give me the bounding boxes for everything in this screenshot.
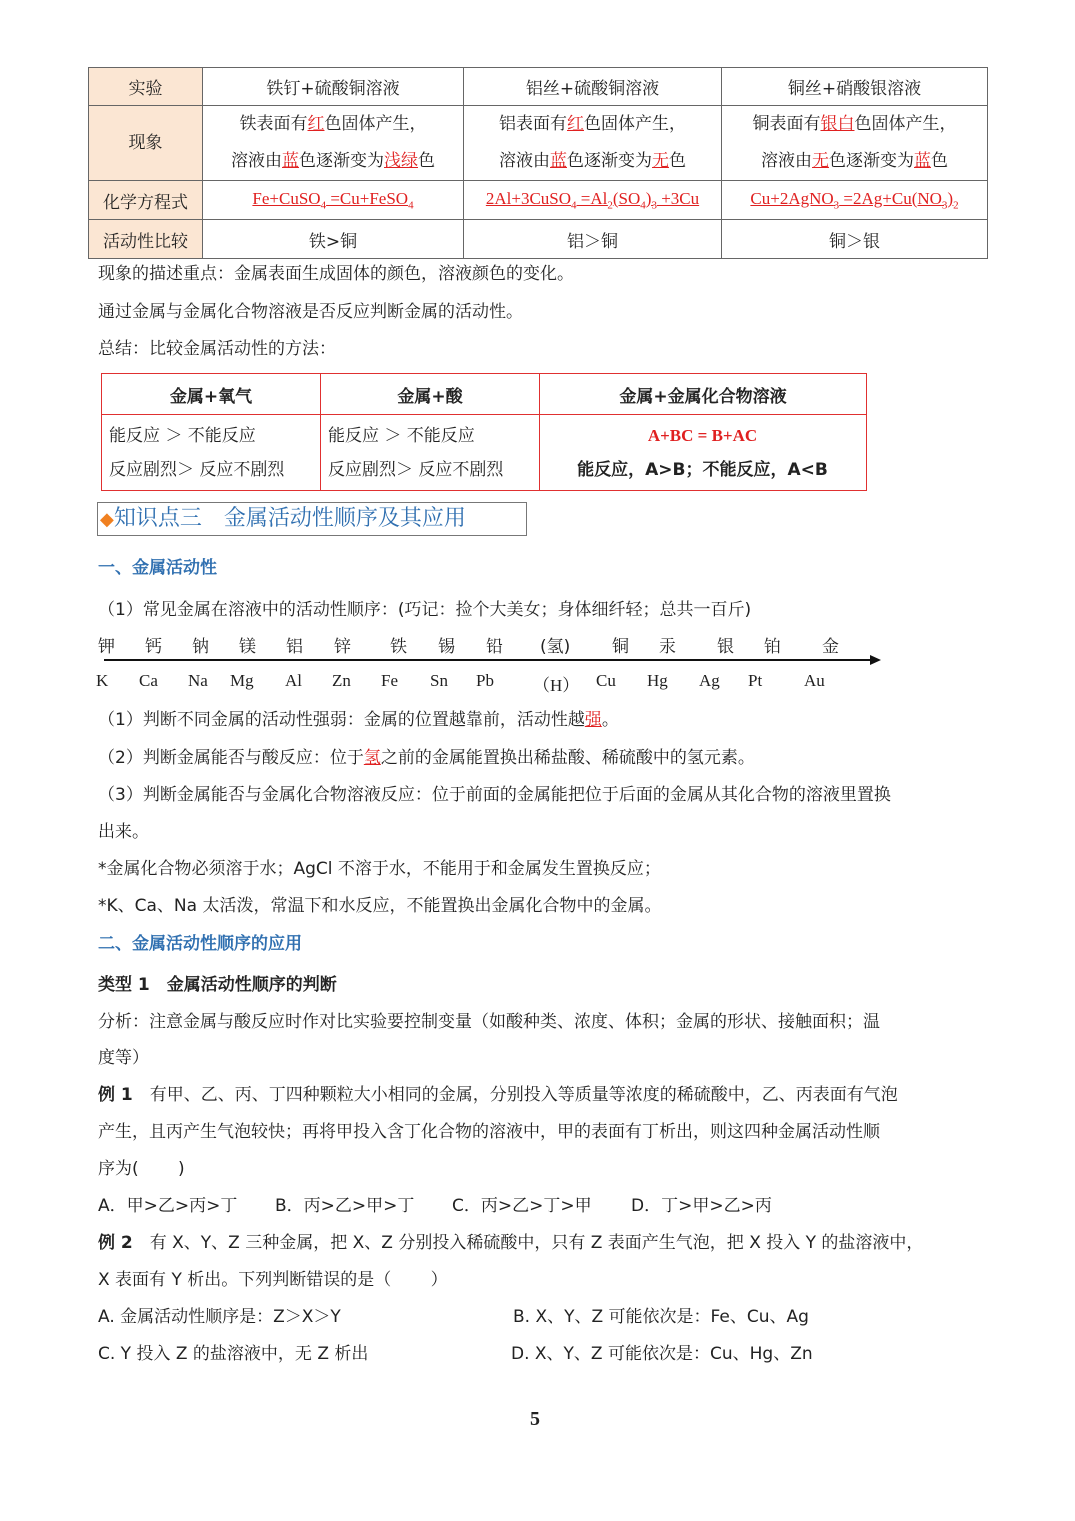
example-line: 例 2 有 X、Y、Z 三种金属，把 X、Z 分别投入稀硫酸中，只有 Z 表面产生气泡，把 X 投入 Y 的盐溶液中， bbox=[98, 1233, 924, 1253]
equation-cell: 2Al+3CuSO$_4$ $=Al_2(SO_4)_3 +3Cu$ bbox=[464, 181, 722, 220]
metal-symbol: Au bbox=[804, 671, 825, 690]
metal-name: 铜 bbox=[612, 637, 629, 657]
type-title: 类型 1 金属活动性顺序的判断 bbox=[98, 975, 337, 995]
metal-name: 铝 bbox=[286, 637, 303, 657]
metal-name: 铁 bbox=[390, 637, 407, 657]
metal-name: 银 bbox=[717, 637, 734, 657]
method-header: 金属+酸 bbox=[321, 374, 540, 415]
option: C．丙>乙>丁>甲 bbox=[452, 1196, 592, 1216]
option: A．甲>乙>丙>丁 bbox=[98, 1196, 238, 1216]
metal-symbol: （H） bbox=[533, 676, 580, 695]
metal-name: 金 bbox=[822, 637, 839, 657]
knowledge-point-heading: ◆知识点三 金属活动性顺序及其应用 bbox=[97, 502, 527, 536]
metal-name: 钠 bbox=[192, 637, 209, 657]
option: D. X、Y、Z 可能依次是：Cu、Hg、Zn bbox=[511, 1344, 813, 1364]
metal-symbol: Zn bbox=[332, 671, 351, 690]
method-header: 金属+金属化合物溶液 bbox=[540, 374, 867, 415]
series-intro: （1）常见金属在溶液中的活动性顺序：(巧记：捡个大美女；身体细纤轻；总共一百斤) bbox=[98, 600, 752, 620]
metal-symbol: Ca bbox=[139, 671, 158, 690]
metal-name: 钙 bbox=[145, 637, 162, 657]
metal-name: 镁 bbox=[239, 637, 256, 657]
option: B．丙>乙>甲>丁 bbox=[275, 1196, 415, 1216]
option: B. X、Y、Z 可能依次是：Fe、Cu、Ag bbox=[513, 1307, 809, 1327]
method-header: 金属+氧气 bbox=[102, 374, 321, 415]
example-line: 序为( ) bbox=[98, 1159, 185, 1179]
note-line: 通过金属与金属化合物溶液是否反应判断金属的活动性。 bbox=[98, 302, 523, 322]
page-number: 5 bbox=[530, 1408, 540, 1430]
phenomenon-cell: 铁表面有红色固体产生， 溶液由蓝色逐渐变为浅绿色 bbox=[203, 106, 464, 181]
activity-cell: 铜＞银 bbox=[722, 220, 988, 259]
metal-symbol: Sn bbox=[430, 671, 448, 690]
rule-line: （1）判断不同金属的活动性强弱：金属的位置越靠前，活动性越强。 bbox=[98, 710, 619, 730]
equation-cell: Fe+CuSO$_4$ =Cu+FeSO$_4$ bbox=[203, 181, 464, 220]
header-cell: 铁钉+硫酸铜溶液 bbox=[203, 68, 464, 106]
equation-label: 化学方程式 bbox=[89, 181, 203, 220]
metal-name: 汞 bbox=[659, 637, 676, 657]
header-cell: 实验 bbox=[89, 68, 203, 106]
analysis-line: 分析：注意金属与酸反应时作对比实验要控制变量（如酸种类、浓度、体积；金属的形状、接触面积；温 bbox=[98, 1012, 880, 1032]
example-line: X 表面有 Y 析出。下列判断错误的是（ ） bbox=[98, 1270, 448, 1290]
metal-name: 锌 bbox=[334, 637, 351, 657]
rule-line: 出来。 bbox=[98, 822, 149, 842]
analysis-line: 度等） bbox=[98, 1048, 149, 1068]
example-line: 产生，且丙产生气泡较快；再将甲投入含丁化合物的溶液中，甲的表面有丁析出，则这四种金属活动性顺 bbox=[98, 1122, 880, 1142]
rule-line: （3）判断金属能否与金属化合物溶液反应：位于前面的金属能把位于后面的金属从其化合物的溶液里置换 bbox=[98, 785, 891, 805]
activity-label: 活动性比较 bbox=[89, 220, 203, 259]
option: A. 金属活动性顺序是：Z＞X＞Y bbox=[98, 1307, 341, 1327]
metal-symbol: Na bbox=[188, 671, 208, 690]
metal-symbol: Ag bbox=[699, 671, 720, 690]
note-line: *金属化合物必须溶于水；AgCl 不溶于水，不能用于和金属发生置换反应； bbox=[98, 859, 661, 879]
header-cell: 铜丝+硝酸银溶液 bbox=[722, 68, 988, 106]
metal-name: 钾 bbox=[98, 637, 115, 657]
option: D．丁>甲>乙>丙 bbox=[631, 1196, 772, 1216]
method-table bbox=[101, 373, 867, 491]
section-title: 一、金属活动性 bbox=[98, 558, 217, 578]
note-line: 总结：比较金属活动性的方法： bbox=[98, 339, 336, 359]
metal-name: 锡 bbox=[438, 637, 455, 657]
metal-symbol: Pb bbox=[476, 671, 494, 690]
experiment-table bbox=[88, 67, 988, 259]
activity-cell: 铝＞铜 bbox=[464, 220, 722, 259]
header-cell: 铝丝+硫酸铜溶液 bbox=[464, 68, 722, 106]
metal-symbol: K bbox=[96, 671, 109, 690]
metal-symbol: Hg bbox=[647, 671, 668, 690]
metal-name: 铂 bbox=[764, 637, 781, 657]
note-line: 现象的描述重点：金属表面生成固体的颜色，溶液颜色的变化。 bbox=[98, 264, 574, 284]
method-cell: 能反应 ＞ 不能反应 反应剧烈＞ 反应不剧烈 bbox=[102, 415, 321, 491]
activity-arrow bbox=[100, 653, 882, 667]
metal-name: (氢) bbox=[540, 637, 571, 657]
method-cell: 能反应 ＞ 不能反应 反应剧烈＞ 反应不剧烈 bbox=[321, 415, 540, 491]
metal-symbol: Cu bbox=[596, 671, 616, 690]
diamond-icon: ◆ bbox=[100, 509, 114, 530]
section-title: 二、金属活动性顺序的应用 bbox=[98, 934, 302, 954]
option: C. Y 投入 Z 的盐溶液中，无 Z 析出 bbox=[98, 1344, 369, 1364]
example-line: 例 1 有甲、乙、丙、丁四种颗粒大小相同的金属，分别投入等质量等浓度的稀硫酸中，乙、丙表面有气泡 bbox=[98, 1085, 898, 1105]
phenomenon-cell: 铜表面有银白色固体产生， 溶液由无色逐渐变为蓝色 bbox=[722, 106, 988, 181]
metal-symbol: Al bbox=[285, 671, 302, 690]
phenomenon-cell: 铝表面有红色固体产生， 溶液由蓝色逐渐变为无色 bbox=[464, 106, 722, 181]
phenomenon-label: 现象 bbox=[89, 106, 203, 181]
rule-line: （2）判断金属能否与酸反应：位于氢之前的金属能置换出稀盐酸、稀硫酸中的氢元素。 bbox=[98, 748, 755, 768]
metal-symbol: Mg bbox=[230, 671, 254, 690]
metal-name: 铅 bbox=[486, 637, 503, 657]
metal-symbol: Pt bbox=[748, 671, 763, 690]
method-cell: A+BC = B+AC 能反应，A>B；不能反应，A<B bbox=[540, 415, 867, 491]
activity-cell: 铁>铜 bbox=[203, 220, 464, 259]
metal-symbol: Fe bbox=[381, 671, 398, 690]
equation-cell: Cu+2AgNO$_3$ $=2Ag+Cu(NO_3)_2$ bbox=[722, 181, 988, 220]
note-line: *K、Ca、Na 太活泼，常温下和水反应，不能置换出金属化合物中的金属。 bbox=[98, 896, 662, 916]
